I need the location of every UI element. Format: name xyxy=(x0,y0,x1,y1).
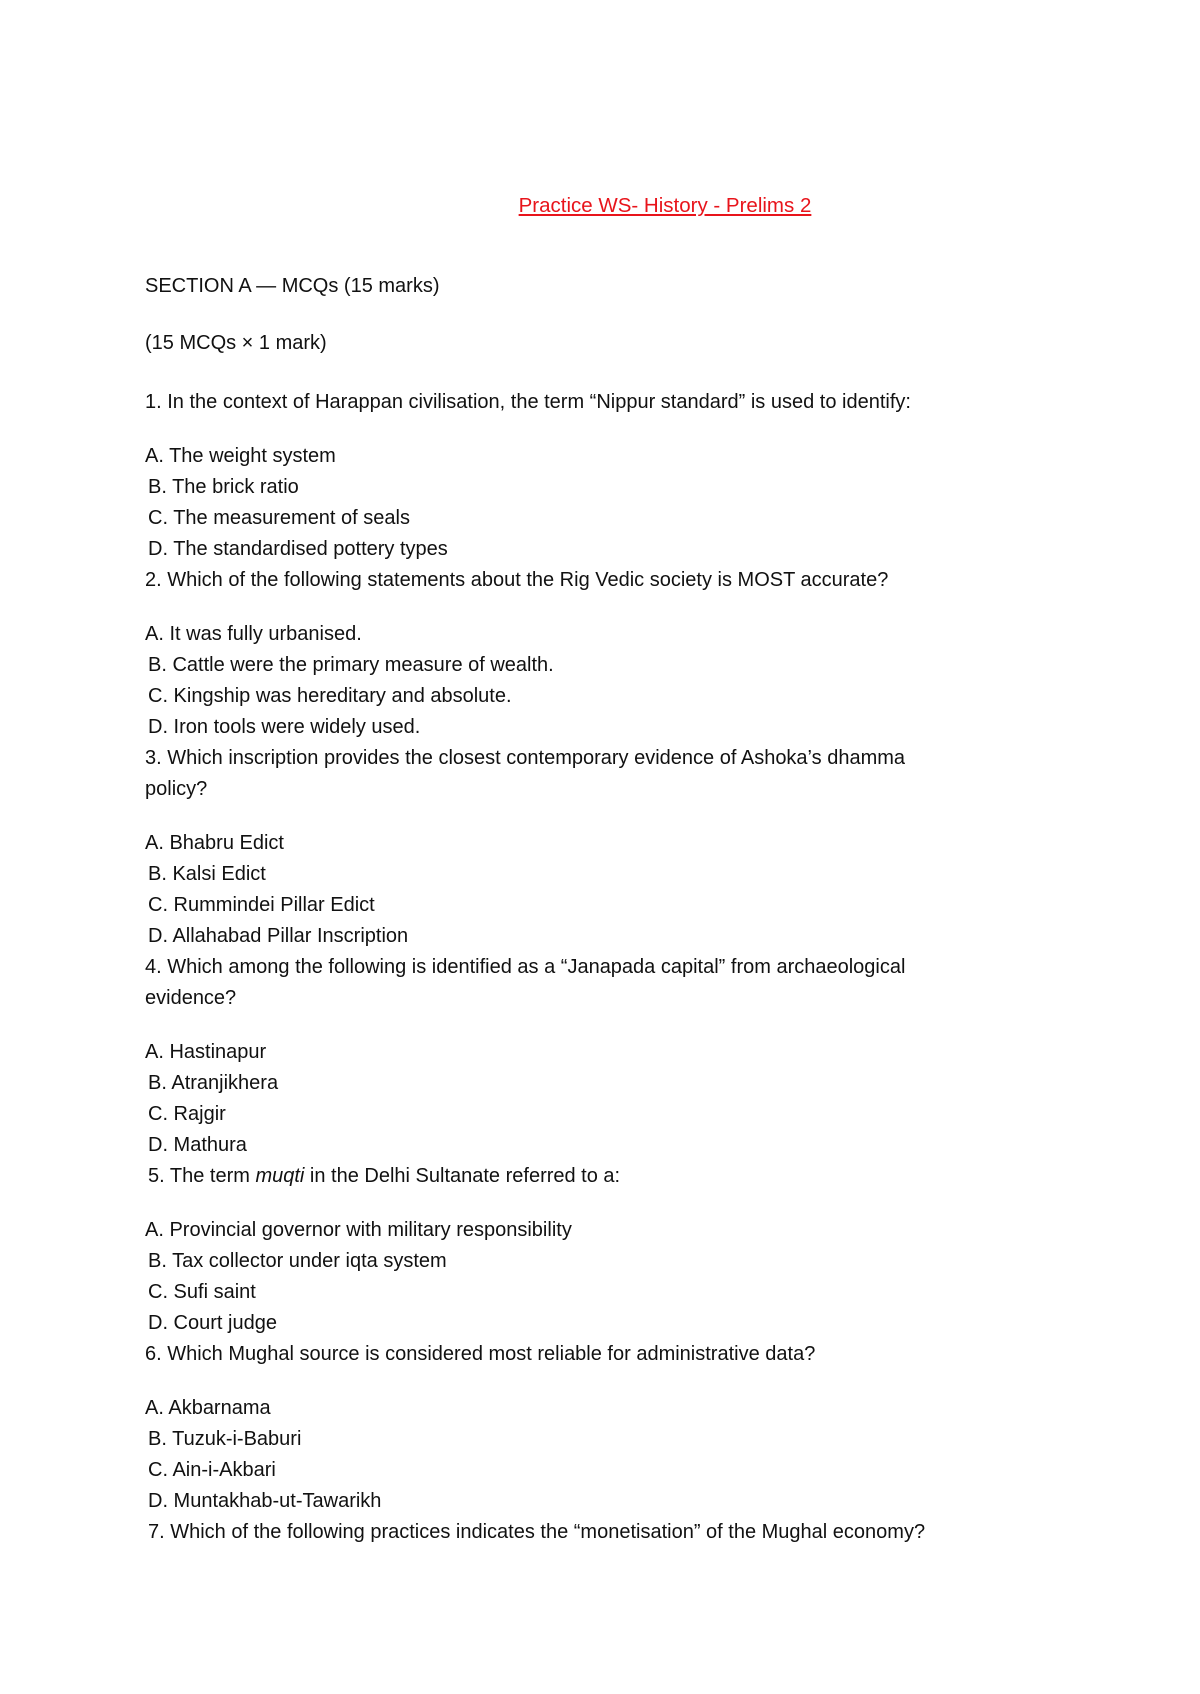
option-d: D. Muntakhab-ut-Tawarikh xyxy=(148,1490,382,1512)
question-5-term: muqti xyxy=(255,1165,305,1187)
option-a: A. Hastinapur xyxy=(145,1041,267,1063)
section-heading-text: SECTION A — MCQs (15 marks) xyxy=(145,275,440,297)
option-c: C. Rummindei Pillar Edict xyxy=(148,894,375,916)
option-a: A. It was fully urbanised. xyxy=(145,623,362,645)
option-b: B. Atranjikhera xyxy=(148,1072,279,1094)
question-1-options xyxy=(145,441,1045,596)
option-b: B. Kalsi Edict xyxy=(148,863,266,885)
option-c: C. Ain-i-Akbari xyxy=(148,1459,276,1481)
page-title: Practice WS- History - Prelims 2 xyxy=(518,194,812,217)
question-text: 1. In the context of Harappan civilisation, the term “Nippur standard” is used to identify: xyxy=(145,391,911,413)
question-5-options xyxy=(145,1215,1045,1370)
question-5-text-pre: 5. The term xyxy=(148,1165,256,1187)
question-1 xyxy=(145,387,1045,418)
section-note-text: (15 MCQs × 1 mark) xyxy=(145,332,327,354)
section-note xyxy=(145,328,1045,359)
option-d: D. Court judge xyxy=(148,1312,277,1334)
question-3-options xyxy=(145,828,1045,1014)
option-c: C. Kingship was hereditary and absolute. xyxy=(148,685,512,707)
question-6-text: 6. Which Mughal source is considered most reliable for administrative data? xyxy=(145,1343,816,1365)
option-d: D. Iron tools were widely used. xyxy=(148,716,421,738)
option-b: B. Tuzuk-i-Baburi xyxy=(148,1428,302,1450)
question-3-text-line1: 3. Which inscription provides the closest contemporary evidence of Ashoka’s dhamma xyxy=(145,747,906,769)
option-a: A. Bhabru Edict xyxy=(145,832,284,854)
question-2-text: 2. Which of the following statements about the Rig Vedic society is MOST accurate? xyxy=(145,569,889,591)
question-7-text: 7. Which of the following practices indicates the “monetisation” of the Mughal economy? xyxy=(148,1521,926,1543)
section-heading xyxy=(145,271,1045,302)
option-c: C. Sufi saint xyxy=(148,1281,256,1303)
option-d: D. Allahabad Pillar Inscription xyxy=(148,925,409,947)
option-b: B. The brick ratio xyxy=(148,476,299,498)
option-a: A. Provincial governor with military responsibility xyxy=(145,1219,572,1241)
option-d: D. Mathura xyxy=(148,1134,247,1156)
option-a: A. Akbarnama xyxy=(145,1397,271,1419)
question-5-text xyxy=(145,1161,1045,1192)
option-c: C. Rajgir xyxy=(148,1103,226,1125)
question-2-options xyxy=(145,619,1045,805)
option-b: B. Tax collector under iqta system xyxy=(148,1250,447,1272)
option-c: C. The measurement of seals xyxy=(148,507,410,529)
question-4-text-line1: 4. Which among the following is identified as a “Janapada capital” from archaeological xyxy=(145,956,906,978)
question-4-text-line2: evidence? xyxy=(145,987,237,1009)
option-b: B. Cattle were the primary measure of wealth. xyxy=(148,654,554,676)
question-3-text-line2: policy? xyxy=(145,778,208,800)
option-a: A. The weight system xyxy=(145,445,336,467)
question-6-options xyxy=(145,1393,1045,1548)
question-5-text-post: in the Delhi Sultanate referred to a: xyxy=(304,1165,621,1187)
option-d: D. The standardised pottery types xyxy=(148,538,448,560)
question-4-options xyxy=(145,1037,1045,1192)
